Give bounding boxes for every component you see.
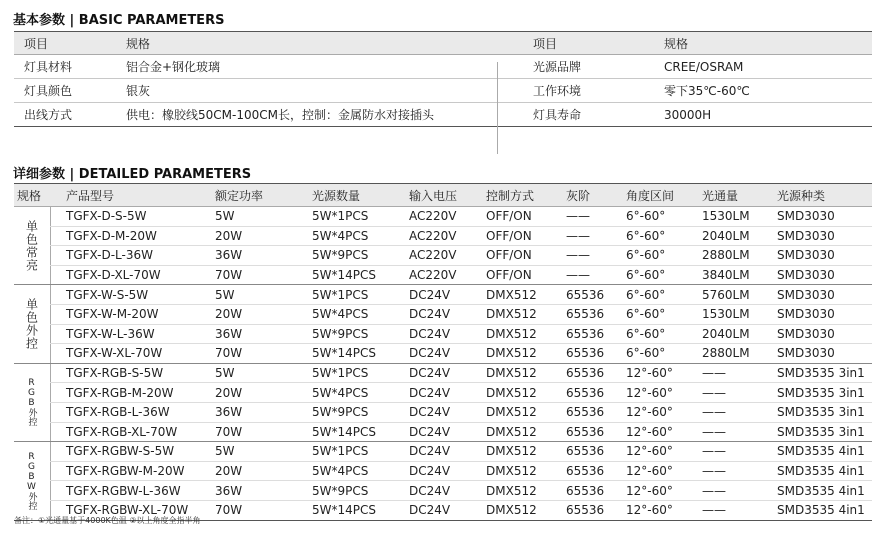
table-row — [50, 403, 872, 423]
detail-header-flux: 光通量 — [702, 188, 739, 203]
basic-row — [14, 55, 872, 79]
table-cell: SMD3030 — [777, 287, 835, 302]
table-cell: 65536 — [566, 405, 605, 420]
detail-header-led-type: 光源种类 — [777, 188, 826, 203]
table-cell: TGFX-D-L-36W — [66, 248, 153, 263]
table-cell: DC24V — [409, 483, 451, 498]
table-cell: AC220V — [409, 228, 457, 243]
table-cell: DMX512 — [486, 326, 537, 341]
basic-header-spec: 规格 — [126, 36, 151, 51]
table-row — [50, 423, 872, 442]
spec-group-label-text: 单色外控 — [24, 298, 39, 351]
table-cell: 6°-60° — [626, 268, 666, 283]
spec-group — [14, 285, 872, 363]
spec-group-label-text: RGBW外控 — [26, 451, 37, 510]
table-cell: 3840LM — [702, 268, 750, 283]
table-cell: SMD3535 4in1 — [777, 503, 865, 518]
table-cell: —— — [702, 366, 726, 381]
table-cell: OFF/ON — [486, 228, 532, 243]
spec-group-label — [14, 207, 51, 284]
table-row — [50, 305, 872, 325]
basic-cell: 供电：橡胶线50CM-100CM长，控制：金属防水对接插头 — [126, 108, 434, 122]
table-cell: SMD3030 — [777, 268, 835, 283]
table-cell: 5W*9PCS — [312, 405, 369, 420]
table-cell: TGFX-RGB-S-5W — [66, 366, 164, 381]
table-cell: 6°-60° — [626, 346, 666, 361]
table-cell: 70W — [215, 346, 243, 361]
basic-cell: 出线方式 — [24, 108, 73, 122]
table-cell: 5W*9PCS — [312, 248, 369, 263]
table-cell: DC24V — [409, 307, 451, 322]
table-cell: 65536 — [566, 326, 605, 341]
detail-header-grayscale: 灰阶 — [566, 188, 591, 203]
table-cell: 12°-60° — [626, 405, 673, 420]
basic-header-item: 项目 — [24, 36, 49, 51]
table-cell: TGFX-D-XL-70W — [66, 268, 161, 283]
table-cell: 12°-60° — [626, 444, 673, 459]
table-cell: DMX512 — [486, 424, 537, 439]
table-cell: 36W — [215, 483, 243, 498]
table-cell: —— — [702, 444, 726, 459]
table-cell: OFF/ON — [486, 268, 532, 283]
table-cell: DC24V — [409, 326, 451, 341]
table-cell: DMX512 — [486, 307, 537, 322]
table-cell: —— — [566, 268, 590, 283]
table-cell: TGFX-RGB-M-20W — [66, 385, 174, 400]
basic-cell: 银灰 — [126, 84, 151, 98]
table-cell: 12°-60° — [626, 424, 673, 439]
table-cell: SMD3030 — [777, 209, 835, 224]
table-cell: 5W*14PCS — [312, 424, 377, 439]
detail-header-control: 控制方式 — [486, 188, 535, 203]
table-cell: TGFX-W-S-5W — [66, 287, 149, 302]
spec-group — [14, 207, 872, 285]
basic-cell: 灯具材料 — [24, 60, 73, 74]
table-cell: 20W — [215, 307, 243, 322]
table-cell: 65536 — [566, 424, 605, 439]
table-cell: DC24V — [409, 346, 451, 361]
table-cell: 5W*14PCS — [312, 346, 377, 361]
table-cell: 36W — [215, 326, 243, 341]
table-cell: —— — [702, 424, 726, 439]
table-cell: DMX512 — [486, 464, 537, 479]
table-cell: 2880LM — [702, 248, 750, 263]
table-cell: 65536 — [566, 385, 605, 400]
basic-cell: 铝合金+钢化玻璃 — [126, 60, 221, 74]
table-cell: DMX512 — [486, 483, 537, 498]
table-cell: 2880LM — [702, 346, 750, 361]
basic-row — [14, 103, 872, 127]
footnote: 备注：①光通量基于4000K色温 ②以上角度全指半角 — [14, 516, 201, 525]
table-cell: DMX512 — [486, 444, 537, 459]
table-cell: 70W — [215, 424, 243, 439]
table-cell: —— — [702, 385, 726, 400]
table-cell: 5W — [215, 287, 235, 302]
table-cell: 70W — [215, 503, 243, 518]
table-cell: TGFX-D-S-5W — [66, 209, 147, 224]
table-row — [50, 462, 872, 482]
basic-column-divider — [497, 62, 498, 154]
table-cell: AC220V — [409, 209, 457, 224]
table-row — [50, 344, 872, 363]
detailed-parameters-title: 详细参数 | DETAILED PARAMETERS — [13, 167, 252, 182]
table-cell: 5W*9PCS — [312, 326, 369, 341]
basic-cell: CREE/OSRAM — [664, 59, 744, 74]
table-cell: AC220V — [409, 248, 457, 263]
table-cell: DC24V — [409, 366, 451, 381]
table-cell: TGFX-D-M-20W — [66, 228, 157, 243]
table-cell: 5W*4PCS — [312, 228, 369, 243]
table-row — [50, 266, 872, 285]
detail-header-model: 产品型号 — [66, 188, 115, 203]
table-cell: SMD3535 4in1 — [777, 464, 865, 479]
table-row — [50, 246, 872, 266]
table-row — [50, 325, 872, 345]
basic-cell: 工作环境 — [533, 84, 582, 98]
basic-cell: 30000H — [664, 107, 712, 122]
table-cell: 1530LM — [702, 307, 750, 322]
table-cell: 12°-60° — [626, 503, 673, 518]
spec-group-label — [14, 442, 51, 519]
table-cell: 65536 — [566, 366, 605, 381]
table-row — [50, 227, 872, 247]
table-cell: DC24V — [409, 444, 451, 459]
table-cell: DC24V — [409, 424, 451, 439]
table-cell: 5W*14PCS — [312, 268, 377, 283]
table-cell: 12°-60° — [626, 464, 673, 479]
table-row — [50, 442, 872, 462]
table-cell: 6°-60° — [626, 209, 666, 224]
table-cell: TGFX-W-M-20W — [66, 307, 159, 322]
table-cell: 12°-60° — [626, 366, 673, 381]
basic-cell: 零下35℃-60℃ — [664, 84, 750, 98]
detail-header-power: 额定功率 — [215, 188, 264, 203]
table-cell: —— — [566, 209, 590, 224]
table-cell: 5W*14PCS — [312, 503, 377, 518]
detail-header-voltage: 输入电压 — [409, 188, 458, 203]
table-cell: 5W*1PCS — [312, 444, 369, 459]
table-cell: SMD3030 — [777, 248, 835, 263]
table-cell: 5W*4PCS — [312, 385, 369, 400]
table-cell: DMX512 — [486, 287, 537, 302]
table-cell: TGFX-RGB-L-36W — [66, 405, 170, 420]
basic-cell: 灯具寿命 — [533, 108, 582, 122]
table-cell: 12°-60° — [626, 385, 673, 400]
spec-group-label-text: 单色常亮 — [24, 219, 39, 272]
table-cell: 65536 — [566, 503, 605, 518]
table-cell: 65536 — [566, 483, 605, 498]
table-cell: 2040LM — [702, 326, 750, 341]
table-cell: SMD3030 — [777, 346, 835, 361]
table-cell: SMD3535 4in1 — [777, 483, 865, 498]
table-cell: SMD3535 3in1 — [777, 424, 865, 439]
table-cell: DC24V — [409, 287, 451, 302]
table-cell: 6°-60° — [626, 307, 666, 322]
table-cell: 20W — [215, 385, 243, 400]
table-cell: 65536 — [566, 346, 605, 361]
table-cell: SMD3030 — [777, 326, 835, 341]
table-cell: OFF/ON — [486, 209, 532, 224]
table-cell: 70W — [215, 268, 243, 283]
basic-parameters-table — [14, 31, 872, 127]
table-cell: 5W — [215, 444, 235, 459]
table-cell: SMD3535 4in1 — [777, 444, 865, 459]
detail-header-angle: 角度区间 — [626, 188, 675, 203]
spec-group-label — [14, 285, 51, 362]
table-cell: TGFX-RGB-XL-70W — [66, 424, 178, 439]
table-cell: 65536 — [566, 287, 605, 302]
table-cell: 5W*1PCS — [312, 366, 369, 381]
table-row — [50, 364, 872, 384]
spec-group — [14, 442, 872, 520]
table-cell: 6°-60° — [626, 326, 666, 341]
table-cell: TGFX-W-XL-70W — [66, 346, 163, 361]
table-cell: DC24V — [409, 464, 451, 479]
table-cell: 20W — [215, 228, 243, 243]
table-cell: OFF/ON — [486, 248, 532, 263]
table-cell: TGFX-RGBW-M-20W — [66, 464, 185, 479]
table-cell: —— — [566, 228, 590, 243]
table-cell: 5W — [215, 366, 235, 381]
spec-group-label-text: RGB外控 — [26, 378, 37, 427]
table-cell: 5W*1PCS — [312, 209, 369, 224]
table-cell: TGFX-RGBW-L-36W — [66, 483, 181, 498]
table-cell: SMD3535 3in1 — [777, 366, 865, 381]
table-cell: 2040LM — [702, 228, 750, 243]
table-cell: 6°-60° — [626, 228, 666, 243]
table-cell: —— — [702, 503, 726, 518]
table-cell: 1530LM — [702, 209, 750, 224]
table-cell: DMX512 — [486, 366, 537, 381]
table-cell: 36W — [215, 248, 243, 263]
table-cell: TGFX-W-L-36W — [66, 326, 155, 341]
table-cell: 65536 — [566, 444, 605, 459]
table-cell: AC220V — [409, 268, 457, 283]
table-cell: DC24V — [409, 503, 451, 518]
table-cell: SMD3535 3in1 — [777, 405, 865, 420]
basic-cell: 灯具颜色 — [24, 84, 73, 98]
table-cell: DMX512 — [486, 346, 537, 361]
table-cell: 65536 — [566, 464, 605, 479]
detailed-parameters-table — [14, 183, 872, 521]
table-cell: 5W*4PCS — [312, 307, 369, 322]
table-cell: DMX512 — [486, 385, 537, 400]
spec-group-label — [14, 364, 51, 441]
table-cell: SMD3030 — [777, 307, 835, 322]
table-cell: 65536 — [566, 307, 605, 322]
table-cell: SMD3030 — [777, 228, 835, 243]
table-cell: DC24V — [409, 405, 451, 420]
table-cell: 12°-60° — [626, 483, 673, 498]
table-cell: —— — [566, 248, 590, 263]
table-cell: 6°-60° — [626, 248, 666, 263]
basic-header-row — [14, 31, 872, 55]
table-cell: 36W — [215, 405, 243, 420]
table-row — [50, 285, 872, 305]
table-row — [50, 383, 872, 403]
table-cell: 5760LM — [702, 287, 750, 302]
table-cell: —— — [702, 464, 726, 479]
table-cell: 6°-60° — [626, 287, 666, 302]
table-cell: DMX512 — [486, 405, 537, 420]
basic-header-spec-2: 规格 — [664, 36, 689, 51]
basic-parameters-title: 基本参数 | BASIC PARAMETERS — [13, 13, 225, 28]
basic-row — [14, 79, 872, 103]
spec-group — [14, 364, 872, 442]
table-cell: 5W*1PCS — [312, 287, 369, 302]
table-cell: DC24V — [409, 385, 451, 400]
detail-header-led-count: 光源数量 — [312, 188, 361, 203]
table-cell: TGFX-RGBW-S-5W — [66, 444, 175, 459]
table-cell: 5W — [215, 209, 235, 224]
table-cell: DMX512 — [486, 503, 537, 518]
basic-header-item-2: 项目 — [533, 36, 558, 51]
table-cell: SMD3535 3in1 — [777, 385, 865, 400]
table-cell: —— — [702, 483, 726, 498]
detail-header-row — [14, 183, 872, 207]
table-row — [50, 207, 872, 227]
table-row — [50, 481, 872, 501]
detail-header-spec: 规格 — [17, 188, 42, 203]
table-cell: 20W — [215, 464, 243, 479]
table-cell: 5W*4PCS — [312, 464, 369, 479]
table-cell: —— — [702, 405, 726, 420]
table-cell: 5W*9PCS — [312, 483, 369, 498]
table-cell: TGFX-RGBW-XL-70W — [66, 503, 189, 518]
basic-cell: 光源品牌 — [533, 60, 582, 74]
